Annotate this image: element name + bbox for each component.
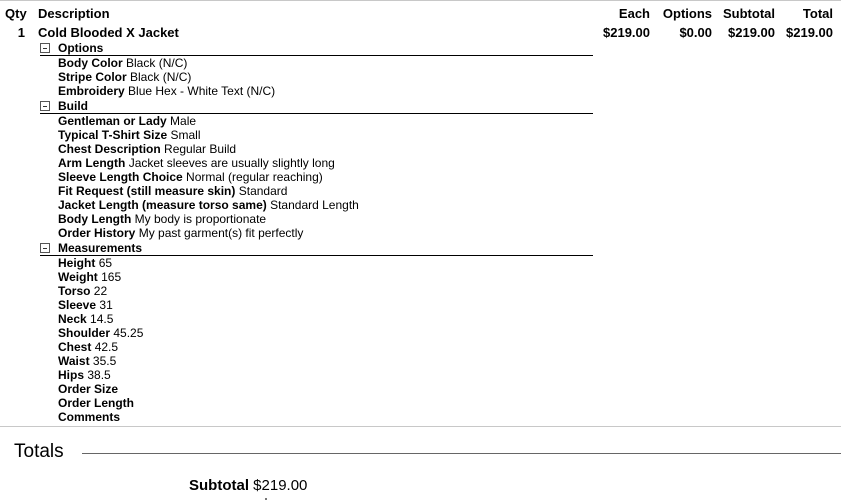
field-value: Standard Length: [270, 198, 359, 212]
list-item: [58, 368, 111, 382]
item-total: $219.00: [786, 25, 833, 40]
list-item: [58, 70, 191, 84]
field-label: Hips: [58, 368, 85, 382]
list-item: [58, 56, 187, 70]
options-header: Options: [662, 6, 712, 21]
field-label: Chest: [58, 340, 92, 354]
field-value: 35.5: [92, 354, 117, 368]
field-label: Shoulder: [58, 326, 111, 340]
list-item: [58, 312, 113, 326]
field-value: 31: [99, 298, 113, 312]
list-item: [58, 256, 112, 270]
totals-subtotal: [189, 477, 307, 495]
section-title: Options: [58, 41, 104, 55]
list-item: [58, 382, 118, 396]
list-item: [58, 212, 266, 226]
field-value: Black (N/C): [126, 56, 188, 70]
section-title: Measurements: [58, 241, 143, 255]
list-item: [58, 170, 323, 184]
qty-header: Qty: [5, 6, 27, 21]
field-label: Jacket Length (measure torso same): [58, 198, 267, 212]
field-label: Typical T-Shirt Size: [58, 128, 168, 142]
decorative-mark: [265, 498, 267, 500]
list-item: [58, 298, 113, 312]
build-section-header[interactable]: [40, 99, 593, 114]
field-label: Weight: [58, 270, 98, 284]
field-value: Standard: [238, 184, 288, 198]
field-label: Sleeve: [58, 298, 97, 312]
field-value: 42.5: [94, 340, 119, 354]
field-value: My past garment(s) fit perfectly: [138, 226, 304, 240]
field-label: Fit Request (still measure skin): [58, 184, 236, 198]
list-item: [58, 270, 121, 284]
field-label: Order Length: [58, 396, 135, 410]
list-item: [58, 114, 196, 128]
list-item: [58, 128, 201, 142]
field-value: 14.5: [90, 312, 114, 326]
field-label: Sleeve Length Choice: [58, 170, 183, 184]
collapse-icon[interactable]: [40, 43, 50, 53]
subtotal-value: $219.00: [253, 477, 308, 494]
totals-rule: [82, 453, 841, 454]
subtotal-label: Subtotal: [189, 477, 249, 494]
field-value: Normal (regular reaching): [186, 170, 323, 184]
list-item: [58, 198, 359, 212]
top-border: [0, 0, 841, 1]
field-value: Small: [170, 128, 201, 142]
field-value: Male: [170, 114, 197, 128]
item-subtotal: $219.00: [728, 25, 775, 40]
field-label: Neck: [58, 312, 87, 326]
field-value: 22: [93, 284, 108, 298]
field-label: Stripe Color: [58, 70, 127, 84]
field-value: 165: [101, 270, 122, 284]
field-label: Order Size: [58, 382, 119, 396]
description-header: Description: [38, 6, 110, 21]
field-label: Arm Length: [58, 156, 126, 170]
list-item: [58, 410, 120, 424]
field-value: 38.5: [87, 368, 111, 382]
list-item: [58, 284, 107, 298]
field-label: Comments: [58, 410, 121, 424]
field-label: Body Color: [58, 56, 123, 70]
list-item: [58, 142, 236, 156]
field-value: 65: [98, 256, 113, 270]
field-label: Body Length: [58, 212, 132, 226]
field-value: My body is proportionate: [134, 212, 267, 226]
item-options-price: $0.00: [679, 25, 712, 40]
list-item: [58, 326, 143, 340]
list-item: [58, 340, 118, 354]
collapse-icon[interactable]: [40, 101, 50, 111]
list-item: [58, 84, 275, 98]
measurements-section-header[interactable]: [40, 241, 593, 256]
field-label: Gentleman or Lady: [58, 114, 167, 128]
field-label: Chest Description: [58, 142, 161, 156]
field-value: Regular Build: [164, 142, 237, 156]
field-value: 45.25: [113, 326, 144, 340]
field-value: Jacket sleeves are usually slightly long: [128, 156, 335, 170]
item-each-price: $219.00: [603, 25, 650, 40]
field-label: Waist: [58, 354, 90, 368]
list-item: [58, 354, 116, 368]
collapse-icon[interactable]: [40, 243, 50, 253]
options-section-header[interactable]: [40, 41, 593, 56]
each-header: Each: [618, 6, 650, 21]
list-item: [58, 156, 335, 170]
field-label: Order History: [58, 226, 136, 240]
item-name: Cold Blooded X Jacket: [38, 25, 179, 40]
field-value: Black (N/C): [130, 70, 192, 84]
field-value: Blue Hex - White Text (N/C): [128, 84, 276, 98]
list-item: [58, 226, 303, 240]
list-item: [58, 396, 134, 410]
section-divider: [0, 426, 841, 427]
total-header: Total: [802, 6, 833, 21]
item-qty: 1: [17, 25, 25, 40]
field-label: Torso: [58, 284, 91, 298]
section-title: Build: [58, 99, 88, 113]
field-label: Height: [58, 256, 96, 270]
totals-title: Totals: [14, 441, 64, 462]
subtotal-header: Subtotal: [723, 6, 775, 21]
list-item: [58, 184, 287, 198]
field-label: Embroidery: [58, 84, 125, 98]
